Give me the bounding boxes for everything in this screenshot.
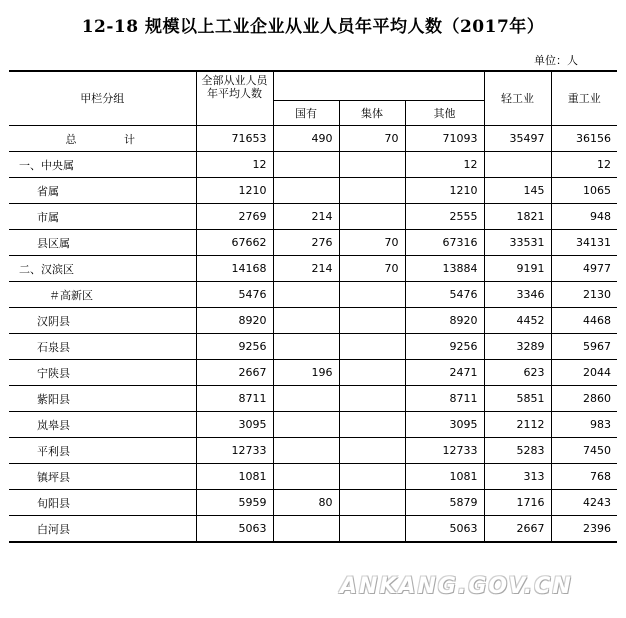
cell-other: 1210 <box>405 178 484 204</box>
cell-heavy: 4977 <box>551 256 617 282</box>
table-row <box>9 464 617 490</box>
header-heavy: 重工业 <box>551 71 617 126</box>
table-row <box>9 282 617 308</box>
cell-heavy: 4243 <box>551 490 617 516</box>
cell-collective <box>339 308 405 334</box>
cell-collective <box>339 282 405 308</box>
cell-heavy: 12 <box>551 152 617 178</box>
unit-label: 单位：人 <box>534 54 578 67</box>
cell-heavy: 4468 <box>551 308 617 334</box>
table-row <box>9 230 617 256</box>
cell-state <box>273 464 339 490</box>
row-label: 一、中央属 <box>9 152 196 178</box>
cell-collective: 70 <box>339 126 405 152</box>
cell-total: 2769 <box>196 204 273 230</box>
cell-state <box>273 282 339 308</box>
cell-other: 12 <box>405 152 484 178</box>
cell-light: 5283 <box>484 438 551 464</box>
row-label: 石泉县 <box>9 334 196 360</box>
table-row <box>9 490 617 516</box>
cell-total: 5959 <box>196 490 273 516</box>
cell-collective <box>339 516 405 543</box>
row-label: ＃高新区 <box>9 282 196 308</box>
row-label: 省属 <box>9 178 196 204</box>
table-row <box>9 360 617 386</box>
cell-other: 8920 <box>405 308 484 334</box>
row-label: 镇坪县 <box>9 464 196 490</box>
table-row <box>9 308 617 334</box>
cell-other: 5063 <box>405 516 484 543</box>
cell-other: 5476 <box>405 282 484 308</box>
cell-light: 145 <box>484 178 551 204</box>
cell-total: 67662 <box>196 230 273 256</box>
cell-state: 214 <box>273 204 339 230</box>
cell-total: 5063 <box>196 516 273 543</box>
cell-light: 623 <box>484 360 551 386</box>
row-label: 旬阳县 <box>9 490 196 516</box>
cell-state: 490 <box>273 126 339 152</box>
cell-total: 1081 <box>196 464 273 490</box>
cell-other: 2555 <box>405 204 484 230</box>
cell-collective <box>339 464 405 490</box>
cell-total: 12733 <box>196 438 273 464</box>
cell-light: 5851 <box>484 386 551 412</box>
cell-heavy: 983 <box>551 412 617 438</box>
cell-collective <box>339 490 405 516</box>
cell-light: 1821 <box>484 204 551 230</box>
cell-total: 71653 <box>196 126 273 152</box>
cell-state <box>273 412 339 438</box>
table-row <box>9 256 617 282</box>
cell-total: 8920 <box>196 308 273 334</box>
cell-other: 12733 <box>405 438 484 464</box>
row-label: 市属 <box>9 204 196 230</box>
cell-collective: 70 <box>339 230 405 256</box>
cell-other: 5879 <box>405 490 484 516</box>
page-title: 12-18 规模以上工业企业从业人员年平均人数（2017年） <box>81 17 545 37</box>
cell-state <box>273 438 339 464</box>
cell-total: 14168 <box>196 256 273 282</box>
cell-total: 3095 <box>196 412 273 438</box>
cell-total: 8711 <box>196 386 273 412</box>
cell-light: 4452 <box>484 308 551 334</box>
header-group: 甲栏分组 <box>9 71 196 126</box>
cell-heavy: 34131 <box>551 230 617 256</box>
cell-light: 35497 <box>484 126 551 152</box>
header-total-avg: 全部从业人员年平均人数 <box>196 71 273 126</box>
table-row <box>9 516 617 543</box>
cell-heavy: 768 <box>551 464 617 490</box>
header-light: 轻工业 <box>484 71 551 126</box>
row-label: 岚皋县 <box>9 412 196 438</box>
table-row <box>9 412 617 438</box>
cell-collective <box>339 152 405 178</box>
watermark-logo: ANKANG.GOV.CN <box>340 574 573 599</box>
table-row <box>9 204 617 230</box>
table-row <box>9 334 617 360</box>
row-label: 宁陕县 <box>9 360 196 386</box>
cell-collective <box>339 204 405 230</box>
cell-other: 71093 <box>405 126 484 152</box>
cell-state <box>273 178 339 204</box>
row-label: 总 计 <box>9 126 196 152</box>
cell-state <box>273 152 339 178</box>
cell-light: 313 <box>484 464 551 490</box>
cell-collective <box>339 334 405 360</box>
cell-other: 13884 <box>405 256 484 282</box>
cell-heavy: 5967 <box>551 334 617 360</box>
cell-other: 3095 <box>405 412 484 438</box>
cell-state <box>273 334 339 360</box>
cell-state <box>273 308 339 334</box>
cell-collective <box>339 386 405 412</box>
cell-heavy: 36156 <box>551 126 617 152</box>
cell-other: 67316 <box>405 230 484 256</box>
cell-state <box>273 386 339 412</box>
cell-heavy: 2130 <box>551 282 617 308</box>
cell-collective <box>339 438 405 464</box>
cell-total: 5476 <box>196 282 273 308</box>
row-label: 平利县 <box>9 438 196 464</box>
cell-state: 196 <box>273 360 339 386</box>
cell-heavy: 1065 <box>551 178 617 204</box>
cell-heavy: 2860 <box>551 386 617 412</box>
row-label: 汉阴县 <box>9 308 196 334</box>
cell-light: 3289 <box>484 334 551 360</box>
row-label: 县区属 <box>9 230 196 256</box>
cell-light: 3346 <box>484 282 551 308</box>
header-state: 国有 <box>273 101 339 126</box>
cell-collective <box>339 178 405 204</box>
row-label: 二、汉滨区 <box>9 256 196 282</box>
cell-light: 33531 <box>484 230 551 256</box>
cell-total: 2667 <box>196 360 273 386</box>
table-row <box>9 126 617 152</box>
cell-other: 2471 <box>405 360 484 386</box>
cell-total: 9256 <box>196 334 273 360</box>
cell-state: 214 <box>273 256 339 282</box>
cell-light: 2112 <box>484 412 551 438</box>
cell-state: 276 <box>273 230 339 256</box>
table-row <box>9 178 617 204</box>
cell-collective <box>339 360 405 386</box>
table-row <box>9 438 617 464</box>
cell-light: 2667 <box>484 516 551 543</box>
cell-heavy: 2044 <box>551 360 617 386</box>
row-label: 紫阳县 <box>9 386 196 412</box>
cell-other: 9256 <box>405 334 484 360</box>
cell-collective <box>339 412 405 438</box>
table-row <box>9 152 617 178</box>
cell-collective: 70 <box>339 256 405 282</box>
header-collective: 集体 <box>339 101 405 126</box>
cell-heavy: 948 <box>551 204 617 230</box>
cell-light <box>484 152 551 178</box>
cell-other: 1081 <box>405 464 484 490</box>
header-ownership-spacer <box>273 71 484 101</box>
cell-light: 9191 <box>484 256 551 282</box>
row-label: 白河县 <box>9 516 196 543</box>
header-other: 其他 <box>405 101 484 126</box>
cell-state: 80 <box>273 490 339 516</box>
cell-heavy: 7450 <box>551 438 617 464</box>
cell-state <box>273 516 339 543</box>
statistics-table <box>9 70 617 543</box>
table-row <box>9 386 617 412</box>
cell-total: 1210 <box>196 178 273 204</box>
cell-other: 8711 <box>405 386 484 412</box>
cell-total: 12 <box>196 152 273 178</box>
cell-heavy: 2396 <box>551 516 617 543</box>
cell-light: 1716 <box>484 490 551 516</box>
